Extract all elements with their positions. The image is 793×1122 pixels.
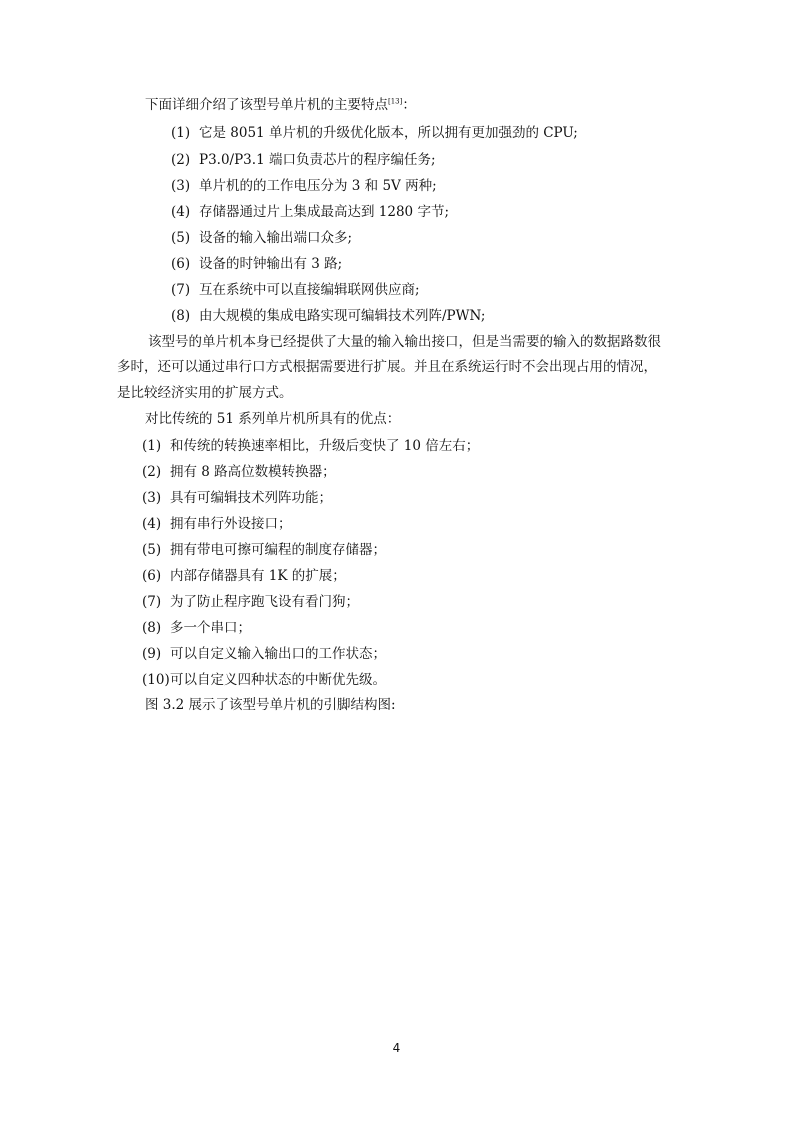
advantage-text: 可以自定义输入输出口的工作状态； — [170, 646, 386, 662]
page-number: 4 — [392, 1041, 401, 1055]
advantage-number: (9) — [142, 646, 162, 662]
feature-item — [171, 281, 420, 299]
feature-item — [171, 307, 485, 325]
advantage-item — [142, 645, 386, 663]
advantage-item — [142, 489, 332, 507]
feature-number: (6) — [171, 256, 191, 272]
advantage-number: (8) — [142, 620, 162, 636]
advantage-item — [142, 515, 292, 533]
intro-colon: ： — [402, 97, 416, 113]
advantage-number: (5) — [142, 542, 162, 558]
advantage-text: 拥有串行外设接口； — [170, 516, 292, 532]
feature-text: 互在系统中可以直接编辑联网供应商; — [199, 282, 420, 298]
advantage-item — [142, 619, 251, 637]
feature-text: 存储器通过片上集成最高达到 1280 字节; — [199, 204, 449, 220]
advantage-item — [142, 671, 386, 689]
advantage-number: (2) — [142, 464, 162, 480]
feature-item — [171, 255, 342, 273]
feature-text: 设备的输入输出端口众多; — [199, 230, 353, 246]
advantage-number: (1) — [142, 438, 162, 454]
advantage-item — [142, 437, 479, 455]
feature-number: (4) — [171, 204, 191, 220]
feature-number: (2) — [171, 152, 191, 168]
feature-text: 设备的时钟输出有 3 路; — [199, 256, 343, 272]
advantage-text: 具有可编辑技术列阵功能； — [170, 490, 332, 506]
advantage-item — [142, 567, 346, 585]
feature-number: (5) — [171, 230, 191, 246]
advantage-text: 可以自定义四种状态的中断优先级。 — [170, 672, 386, 688]
paragraph-line: 是比较经济实用的扩展方式。 — [117, 385, 293, 401]
feature-number: (7) — [171, 282, 191, 298]
feature-text: 由大规模的集成电路实现可编辑技术列阵/PWN; — [199, 308, 486, 324]
advantage-number: (7) — [142, 594, 162, 610]
feature-item — [171, 124, 578, 142]
advantage-number: (4) — [142, 516, 162, 532]
advantage-text: 拥有带电可擦可编程的制度存储器； — [170, 542, 386, 558]
feature-item — [171, 151, 436, 169]
feature-text: 它是 8051 单片机的升级优化版本，所以拥有更加强劲的 CPU; — [199, 125, 578, 141]
feature-item — [171, 229, 352, 247]
advantage-text: 多一个串口； — [170, 620, 251, 636]
feature-number: (1) — [171, 125, 191, 141]
compare-intro: 对比传统的 51 系列单片机所具有的优点： — [145, 411, 401, 427]
advantage-item — [142, 541, 386, 559]
intro-text: 下面详细介绍了该型号单片机的主要特点 — [145, 97, 388, 113]
advantage-number: (3) — [142, 490, 162, 506]
feature-item — [171, 177, 437, 195]
figure-intro: 图 3.2 展示了该型号单片机的引脚结构图: — [145, 697, 396, 713]
advantage-text: 和传统的转换速率相比，升级后变快了 10 倍左右； — [170, 438, 480, 454]
paragraph-line: 该型号的单片机本身已经提供了大量的输入输出接口，但是当需要的输入的数据路数很 — [148, 334, 661, 350]
paragraph-line: 多时，还可以通过串行口方式根据需要进行扩展。并且在系统运行时不会出现占用的情况， — [117, 359, 657, 375]
advantage-number: (10) — [142, 672, 170, 688]
feature-number: (3) — [171, 178, 191, 194]
feature-item — [171, 203, 449, 221]
advantage-number: (6) — [142, 568, 162, 584]
advantage-text: 为了防止程序跑飞设有看门狗； — [170, 594, 359, 610]
feature-number: (8) — [171, 308, 191, 324]
feature-text: 单片机的的工作电压分为 3 和 5V 两种; — [199, 178, 437, 194]
advantage-item — [142, 463, 336, 481]
advantage-text: 内部存储器具有 1K 的扩展； — [170, 568, 346, 584]
citation-ref: [13] — [388, 97, 403, 106]
advantage-text: 拥有 8 路高位数模转换器； — [170, 464, 336, 480]
feature-text: P3.0/P3.1 端口负责芯片的程序编任务; — [199, 152, 436, 168]
advantage-item — [142, 593, 359, 611]
intro-line — [145, 96, 416, 114]
